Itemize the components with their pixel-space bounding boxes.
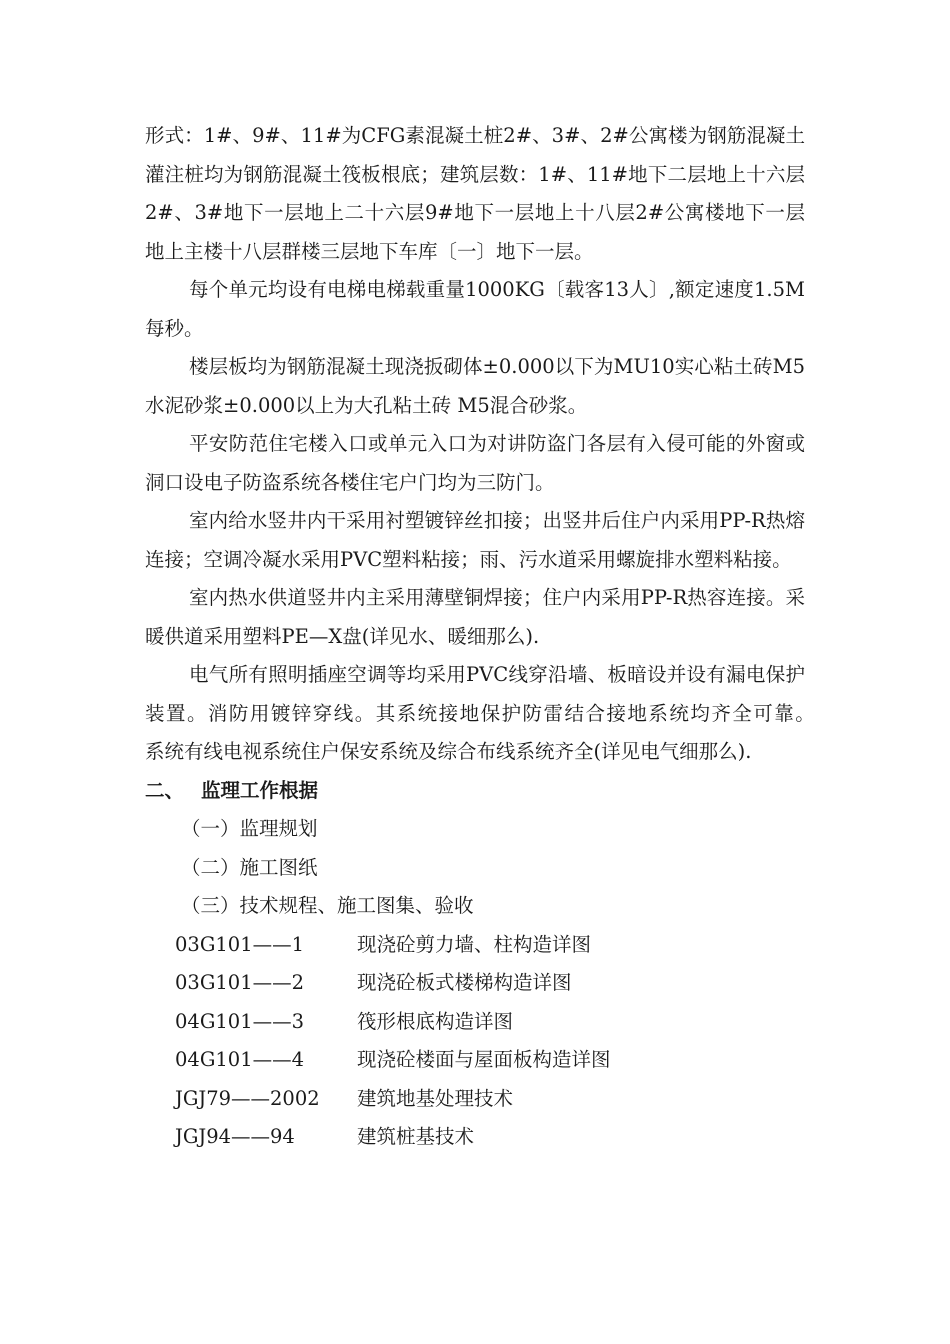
standard-row	[145, 1118, 805, 1157]
paragraph-security: 平安防范住宅楼入口或单元入口为对讲防盗门各层有入侵可能的外窗或洞口设电子防盗系统各楼住宅户门均为三防门。	[145, 432, 805, 494]
standard-code: JGJ94——94	[175, 1125, 295, 1148]
standard-row	[145, 1041, 805, 1080]
standard-title: 现浇砼剪力墙、柱构造详图	[357, 932, 592, 956]
paragraph-floor-slab: 楼层板均为钢筋混凝土现浇扳砌体±0.000以下为MU10实心粘土砖M5水泥砂浆±0.000以上为大孔粘土砖 M5混合砂浆。	[145, 355, 805, 417]
section-title: 监理工作根据	[201, 778, 319, 802]
paragraph-hot-water: 室内热水供道竖井内主采用薄壁铜焊接；住户内采用PP-R热容连接。采暖供道采用塑料PE—X盘(详见水、暖细那么).	[145, 586, 805, 648]
paragraph-elevator: 每个单元均设有电梯电梯载重量1000KG〔载客13人〕,额定速度1.5M每秒。	[145, 278, 805, 340]
standard-code: 03G101——1	[175, 932, 305, 956]
standard-code: 03G101——2	[175, 971, 305, 994]
standard-title: 现浇砼板式楼梯构造详图	[357, 971, 572, 994]
standard-title: 现浇砼楼面与屋面板构造详图	[357, 1048, 611, 1071]
subsection-item: （一）监理规划	[181, 817, 318, 840]
section-heading	[145, 772, 805, 811]
section-number: 二、	[145, 778, 185, 802]
standard-code: 04G101——3	[175, 1009, 305, 1033]
standard-title: 建筑地基处理技术	[357, 1086, 514, 1110]
subsection-item: （三）技术规程、施工图集、验收	[181, 894, 474, 917]
paragraph-building-form: 形式：1#、9#、11#为CFG素混凝土桩2#、3#、2#公寓楼为钢筋混凝土灌注桩均为钢筋混凝土筏板根底；建筑层数：1#、11#地下二层地上十六层2#、3#地下一层地上二十六层9#地下一层地上十八层2#公寓楼地下一层地上主楼十八层群楼三层地下车库〔一〕地下一层。	[145, 124, 805, 263]
paragraph-water-supply: 室内给水竖井内干采用衬塑镀锌丝扣接；出竖井后住户内采用PP-R热熔连接；空调冷凝水采用PVC塑料粘接；雨、污水道采用螺旋排水塑料粘接。	[145, 509, 805, 571]
standard-row	[145, 1003, 805, 1042]
body-text	[145, 117, 845, 1157]
standard-code: 04G101——4	[175, 1048, 305, 1071]
subsection-item: （二）施工图纸	[181, 855, 318, 879]
standard-code: JGJ79——2002	[175, 1086, 320, 1110]
standard-title: 筏形根底构造详图	[357, 1009, 514, 1033]
standard-title: 建筑桩基技术	[357, 1125, 475, 1148]
paragraph-electrical: 电气所有照明插座空调等均采用PVC线穿沿墙、板暗设并设有漏电保护装置。消防用镀锌穿线。其系统接地保护防雷结合接地系统均齐全可靠。 系统有线电视系统住户保安系统及综合布线系统齐全(详见电气细那么).	[145, 663, 845, 763]
standard-row	[145, 1080, 805, 1119]
standard-row	[145, 964, 805, 1003]
standard-row	[145, 926, 805, 965]
